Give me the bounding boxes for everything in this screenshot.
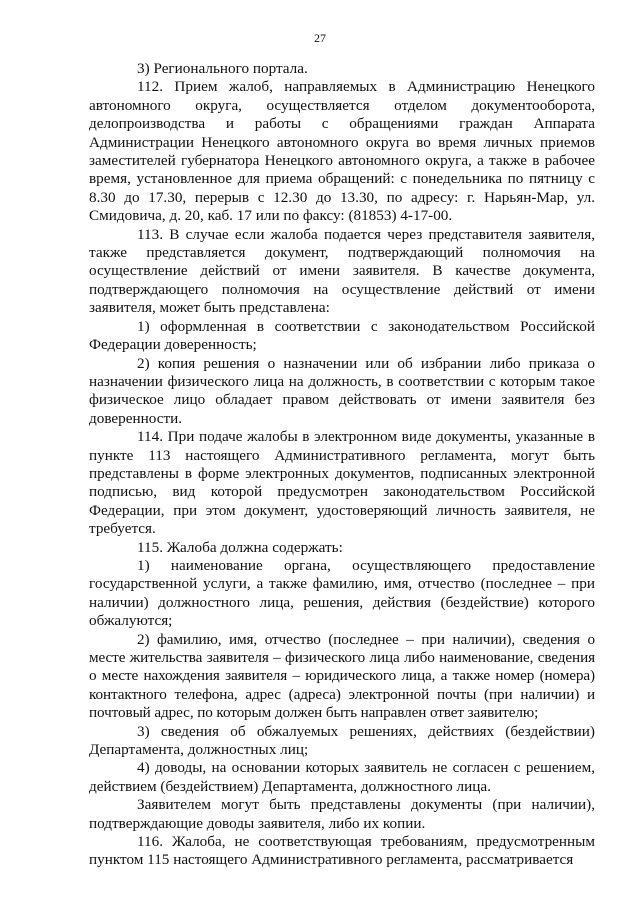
paragraph-113: 113. В случае если жалоба подается через представителя заявителя, также представляется документ, подтверждающий полномочия на осуществление действий от имени заявителя. В качестве документа, подтверждающего полномочия на осуществление действий от имени заявителя, может быть представлена: [89,225,595,317]
paragraph-112: 112. Прием жалоб, направляемых в Администрацию Ненецкого автономного округа, осуществляется отделом документооборота, делопроизводства и работы с обращениями граждан Аппарата Администрации Ненецкого автономного округа во время личных приемов заместителей губернатора Ненецкого автономного округа, а также в рабочее время, установленное для приема обращений: с понедельника по пятницу с 8.30 до 17.30, перерыв с 12.30 до 13.30, по адресу: г. Нарьян-Мар, ул. Смидовича, д. 20, каб. 17 или по факсу: (81853) 4-17-00. [89,78,595,225]
paragraph-114: 114. При подаче жалобы в электронном виде документы, указанные в пункте 113 настоящего Административного регламента, могут быть представлены в форме электронных документов, подписанных электронной подписью, вид которой предусмотрен законодательством Российской Федерации, при этом документ, удостоверяющий личность заявителя, не требуется. [89,428,595,538]
paragraph-116: 116. Жалоба, не соответствующая требованиям, предусмотренным пунктом 115 настоящего Административного регламента, рассматривается [89,833,595,869]
paragraph-115-item-3: 3) сведения об обжалуемых решениях, действиях (бездействии) Департамента, должностных лиц; [89,722,595,759]
page-number: 27 [314,31,326,45]
paragraph-supporting-documents: Заявителем могут быть представлены документы (при наличии), подтверждающие доводы заявителя, либо их копии. [89,796,595,832]
document-body [89,60,595,870]
paragraph-113-item-1: 1) оформленная в соответствии с законодательством Российской Федерации доверенность; [89,317,595,354]
paragraph-115-item-4: 4) доводы, на основании которых заявитель не согласен с решением, действием (бездействием) Департамента, должностного лица. [89,759,595,795]
paragraph-115: 115. Жалоба должна содержать: [137,538,343,556]
paragraph-115-item-1: 1) наименование органа, осуществляющего предоставление государственной услуги, а также фамилию, имя, отчество (последнее – при наличии) должностного лица, решения, действия (бездействие) которого обжалуются; [89,556,595,630]
paragraph-115-item-2: 2) фамилию, имя, отчество (последнее – при наличии), сведения о месте жительства заявителя – физического лица либо наименование, сведения о месте нахождения заявителя – юридического лица, а также номер (номера) контактного телефона, адрес (адреса) электронной почты (при наличии) и почтовый адрес, по которым должен быть направлен ответ заявителю; [89,630,595,722]
list-item-regional-portal: 3) Регионального портала. [137,60,308,77]
paragraph-113-item-2: 2) копия решения о назначении или об избрании либо приказа о назначении физического лица на должность, в соответствии с которым такое физическое лицо обладает правом действовать от имени заявителя без доверенности. [89,354,595,427]
